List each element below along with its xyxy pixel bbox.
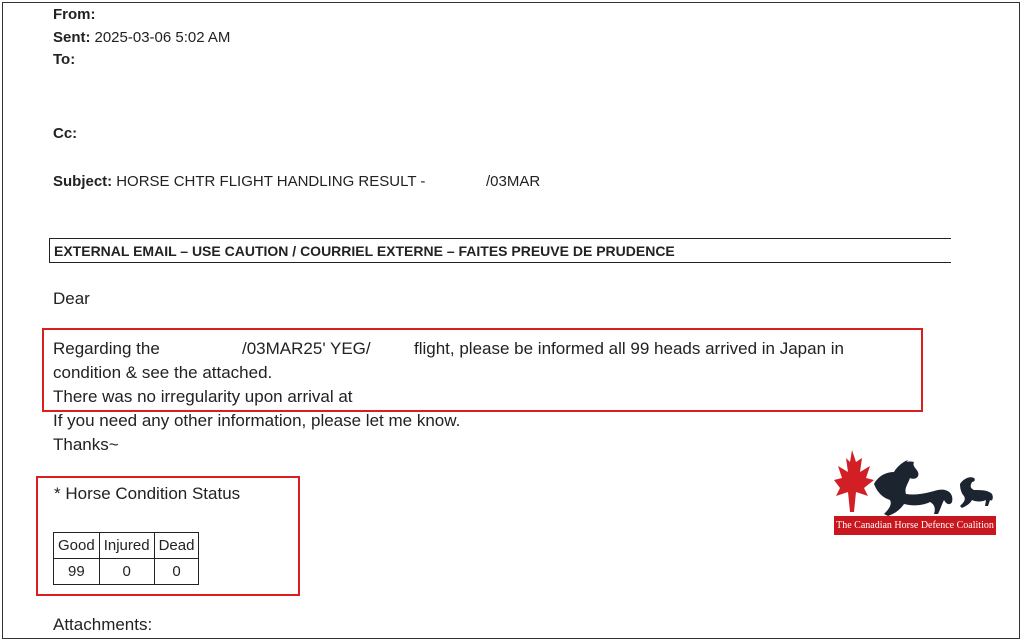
subject-row xyxy=(53,173,425,190)
body-line4: If you need any other information, please let me know. xyxy=(53,411,461,430)
column-header-good: Good xyxy=(54,533,100,559)
greeting: Dear xyxy=(53,289,90,308)
subject-suffix: /03MAR xyxy=(486,173,541,190)
sent-row xyxy=(53,29,230,46)
banner-text: EXTERNAL EMAIL – USE CAUTION / COURRIEL EXTERNE – FAITES PREUVE DE PRUDENCE xyxy=(54,243,675,259)
highlight-box-arrival xyxy=(42,328,923,412)
column-header-dead: Dead xyxy=(154,533,199,559)
to-label: To: xyxy=(53,51,76,68)
cc-row xyxy=(53,125,77,142)
body-line3: There was no irregularity upon arrival at xyxy=(53,387,353,406)
status-heading: * Horse Condition Status xyxy=(54,484,241,503)
subject-value: HORSE CHTR FLIGHT HANDLING RESULT - xyxy=(116,173,426,190)
cell-good: 99 xyxy=(54,559,100,585)
cell-injured: 0 xyxy=(99,559,154,585)
external-email-banner xyxy=(49,238,951,263)
subject-label: Subject: xyxy=(53,173,113,190)
body-line5: Thanks~ xyxy=(53,435,119,454)
body-line2: condition & see the attached. xyxy=(53,363,273,382)
sent-value: 2025-03-06 5:02 AM xyxy=(94,29,231,46)
attachments-label: Attachments: xyxy=(53,615,153,634)
sent-label: Sent: xyxy=(53,29,91,46)
column-header-injured: Injured xyxy=(99,533,154,559)
to-row xyxy=(53,51,75,68)
from-row xyxy=(53,6,96,23)
cc-label: Cc: xyxy=(53,125,78,142)
cell-dead: 0 xyxy=(154,559,199,585)
body-line1-b: /03MAR25' YEG/ xyxy=(242,339,371,358)
from-label: From: xyxy=(53,6,96,23)
body-line1-a: Regarding the xyxy=(53,339,160,358)
logo-caption: The Canadian Horse Defence Coalition xyxy=(834,516,996,535)
body-line1-c: flight, please be informed all 99 heads arrived in Japan in xyxy=(414,339,844,358)
highlight-box-status xyxy=(36,476,300,596)
